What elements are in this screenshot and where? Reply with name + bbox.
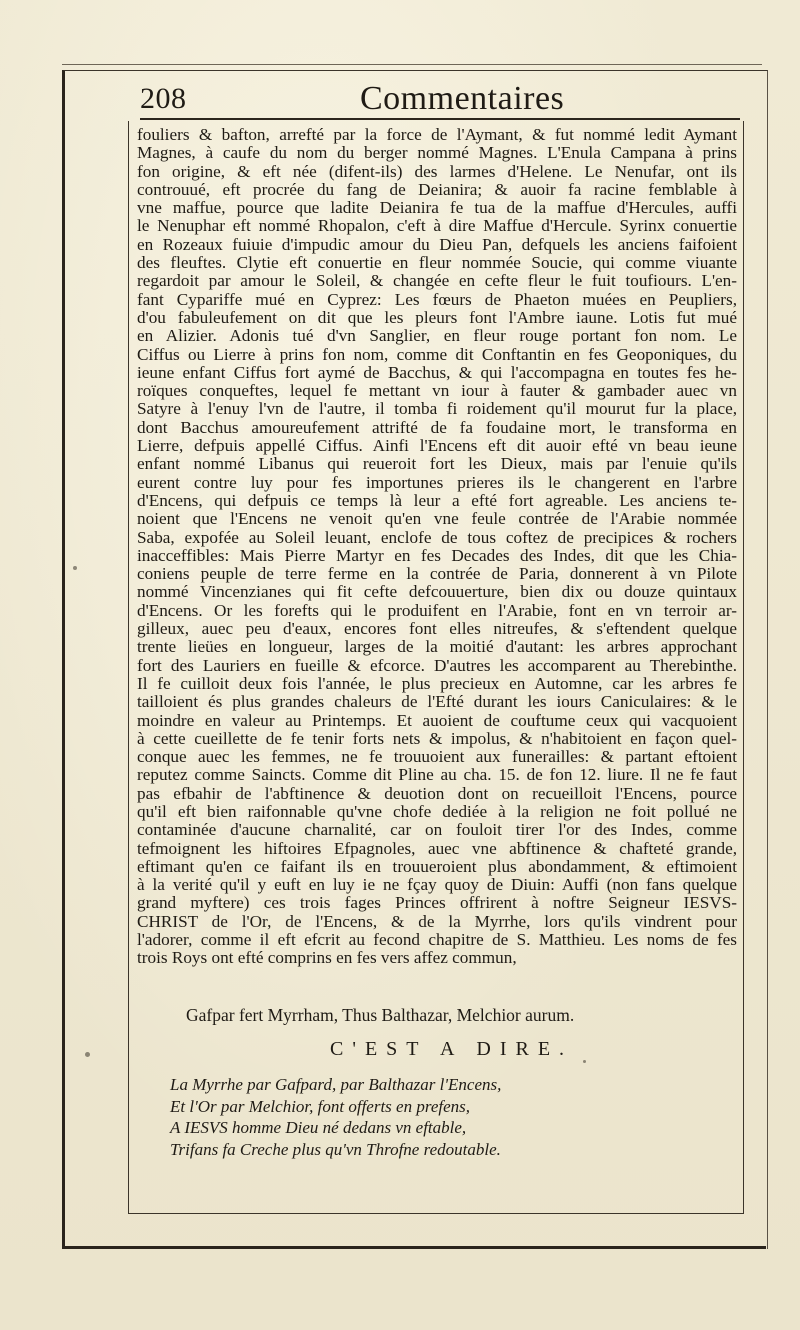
text-line: roïques conqueftes, lequel fe mettant vn iour à fauter & gambader auec vn (137, 381, 737, 401)
text-line: le Nenuphar eft nommé Rhopalon, c'eft à dire Maffue d'Hercule. Syrinx conuertie (137, 216, 737, 236)
french-poem (170, 1074, 501, 1160)
text-line: d'Encens. Or les forefts qui le produifent en l'Arabie, font en vn terroir ar- (137, 600, 737, 620)
text-line: Il fe cuilloit deux fois l'année, le plus precieux en Automne, car les arbres fe (137, 673, 737, 693)
text-line: qu'il eft bien raifonnable qu'vne chofe dediée à la religion ne foit pollué ne (137, 801, 737, 821)
text-line: reputez comme Saincts. Comme dit Pline au cha. 15. de fon 12. liure. Il ne fe faut (137, 765, 737, 785)
text-line: coniens peuple de terre ferme en la contrée de Paria, donnerent à vn Pilote (137, 564, 737, 584)
text-line: inacceffibles: Mais Pierre Martyr en fes Decades des Indes, dit que les Chia- (137, 545, 737, 565)
text-line: tefmoignent les hiftoires Efpagnoles, auec vne abftinence & chafteté grande, (137, 838, 737, 858)
text-line: à cette cueillette de fe tenir forts nets & impolus, & n'habitoient en façon quel- (137, 728, 737, 748)
text-line: noient que l'Encens ne venoit qu'en vne feule contrée de l'Arabie nommée (137, 509, 737, 529)
text-line: en Rozeaux fuiuie d'impudic amour du Dieu Pan, defquels les anciens faifoient (137, 234, 737, 254)
text-line: controuué, eft procrée du fang de Deianira; & auoir fa racine femblable à (137, 179, 737, 199)
text-line: eftimant qu'en ce faifant ils en trouueroient plus abondamment, & eftimoient (137, 856, 737, 876)
ink-speck (85, 1052, 90, 1057)
text-line: Magnes, à caufe du nom du berger nommé Magnes. L'Enula Campana à prins (137, 143, 737, 163)
ink-speck (583, 1060, 586, 1063)
cest-a-dire-heading: C'EST A DIRE. (330, 1038, 574, 1060)
text-line: fon origine, & eft née (difent-ils) des larmes d'Helene. Le Nenufar, ont ils (137, 161, 737, 181)
text-line: trois Roys ont efté comprins en fes vers affez commun, (137, 948, 517, 968)
poem-line: A IESVS homme Dieu né dedans vn eftable, (170, 1118, 467, 1137)
text-line: contaminée d'aucune charnalité, car on fouloit tirer l'or des Indes, comme (137, 820, 737, 840)
text-line: nommé Vincenzianes qui fit cefte defcouuerture, bien dix ou douze quintaux (137, 582, 737, 602)
running-title: Commentaires (360, 80, 565, 117)
text-line: dont Bacchus amoureufement attrifté de fa foudaine mort, le transforma en (137, 417, 737, 437)
commentary-text (137, 126, 737, 968)
page-number: 208 (140, 82, 187, 115)
text-line: tailloient és plus grandes chaleurs de l'Efté durant les iours Caniculaires: & le (137, 692, 737, 712)
text-line: d'ou fabuleufement on dit que les pleurs font l'Ambre iaune. Lotis fut mué (137, 307, 737, 327)
header-rule (140, 118, 740, 120)
text-line: regardoit par amour le Soleil, & changée en cefte fleur le fuit toufiours. L'en- (137, 271, 737, 291)
poem-line: La Myrrhe par Gafpard, par Balthazar l'Encens, (170, 1075, 502, 1094)
text-line: à la verité qu'il y euft en luy ie ne fçay quoy de Diuin: Auffi (non fans quelque (137, 875, 737, 895)
text-line: ieune enfant Ciffus fort aymé de Bacchus, & qui l'accompagna en toutes fes he- (137, 362, 737, 382)
text-line: grand myftere) ces trois fages Princes offrirent à noftre Seigneur IESVS- (137, 893, 737, 913)
bottom-rule (62, 1246, 766, 1249)
text-line: l'adorer, comme il eft efcrit au fecond chapitre de S. Matthieu. Les noms de fes (137, 930, 737, 950)
text-line: moindre en valeur au Printemps. Et auoient de couftume ceux qui vacquoient (137, 710, 737, 730)
text-line: vne maffue, pource que ladite Deianira fe tua de la maffue d'Hercules, auffi (137, 198, 737, 218)
text-line: en Alizier. Adonis tué d'vn Sanglier, en fleur rouge portant fon nom. Le (137, 326, 737, 346)
text-line: Lierre, defpuis appellé Ciffus. Ainfi l'Encens eft dit auoir efté vn beau ieune (137, 436, 737, 456)
text-line: Satyre à l'enuy l'vn de l'autre, il tomba fi roidement qu'il mourut fur la place, (137, 399, 737, 419)
text-line: enfant nommé Libanus qui reueroit fort les Dieux, mais par l'enuie qu'ils (137, 454, 737, 474)
text-line: pas efbahir de l'abftinence & deuotion dont on recueilloit l'Encens, pource (137, 783, 737, 803)
latin-verse: Gafpar fert Myrrham, Thus Balthazar, Melchior aurum. (186, 1005, 575, 1025)
page-header (140, 80, 740, 120)
text-line: Saba, expofée au Soleil leuant, enclofe de tous coftez de precipices & rochers (137, 527, 737, 547)
text-line: fant Cypariffe mué en Cyprez: Les fœurs de Phaeton muées en Peupliers, (137, 289, 737, 309)
text-line: conque auec les femmes, ne fe trouuoient aux funerailles: & partant eftoient (137, 747, 737, 767)
text-line: d'Encens, qui defpuis ce temps là leur a efté fort agreable. Les anciens te- (137, 490, 737, 510)
text-line: fort des Lauriers en fueille & efcorce. D'autres les accomparent au Therebinthe. (137, 655, 737, 675)
text-line: des fleuftes. Clytie eft conuertie en fleur nommée Soucie, qui comme viuante (137, 253, 737, 273)
text-line: eurent contre luy pour fes importunes prieres ils le changerent en l'arbre (137, 472, 737, 492)
text-line: Ciffus ou Lierre à prins fon nom, comme dit Conftantin en fes Geoponiques, du (137, 344, 737, 364)
text-line: fouliers & bafton, arrefté par la force de l'Aymant, & fut nommé ledit Aymant (137, 125, 737, 144)
text-line: CHRIST de l'Or, de l'Encens, & de la Myrrhe, lors qu'ils vindrent pour (137, 911, 737, 931)
poem-line: Trifans fa Creche plus qu'vn Throfne redoutable. (170, 1139, 501, 1159)
ink-speck (73, 566, 77, 570)
text-line: trente lieües en longueur, larges de la moitié d'autant: les arbres approchant (137, 637, 737, 657)
poem-line: Et l'Or par Melchior, font offerts en prefens, (170, 1096, 471, 1116)
text-line: gilleux, auec peu d'eaux, encores font elles nitreufes, & s'eftendent quelque (137, 619, 737, 639)
